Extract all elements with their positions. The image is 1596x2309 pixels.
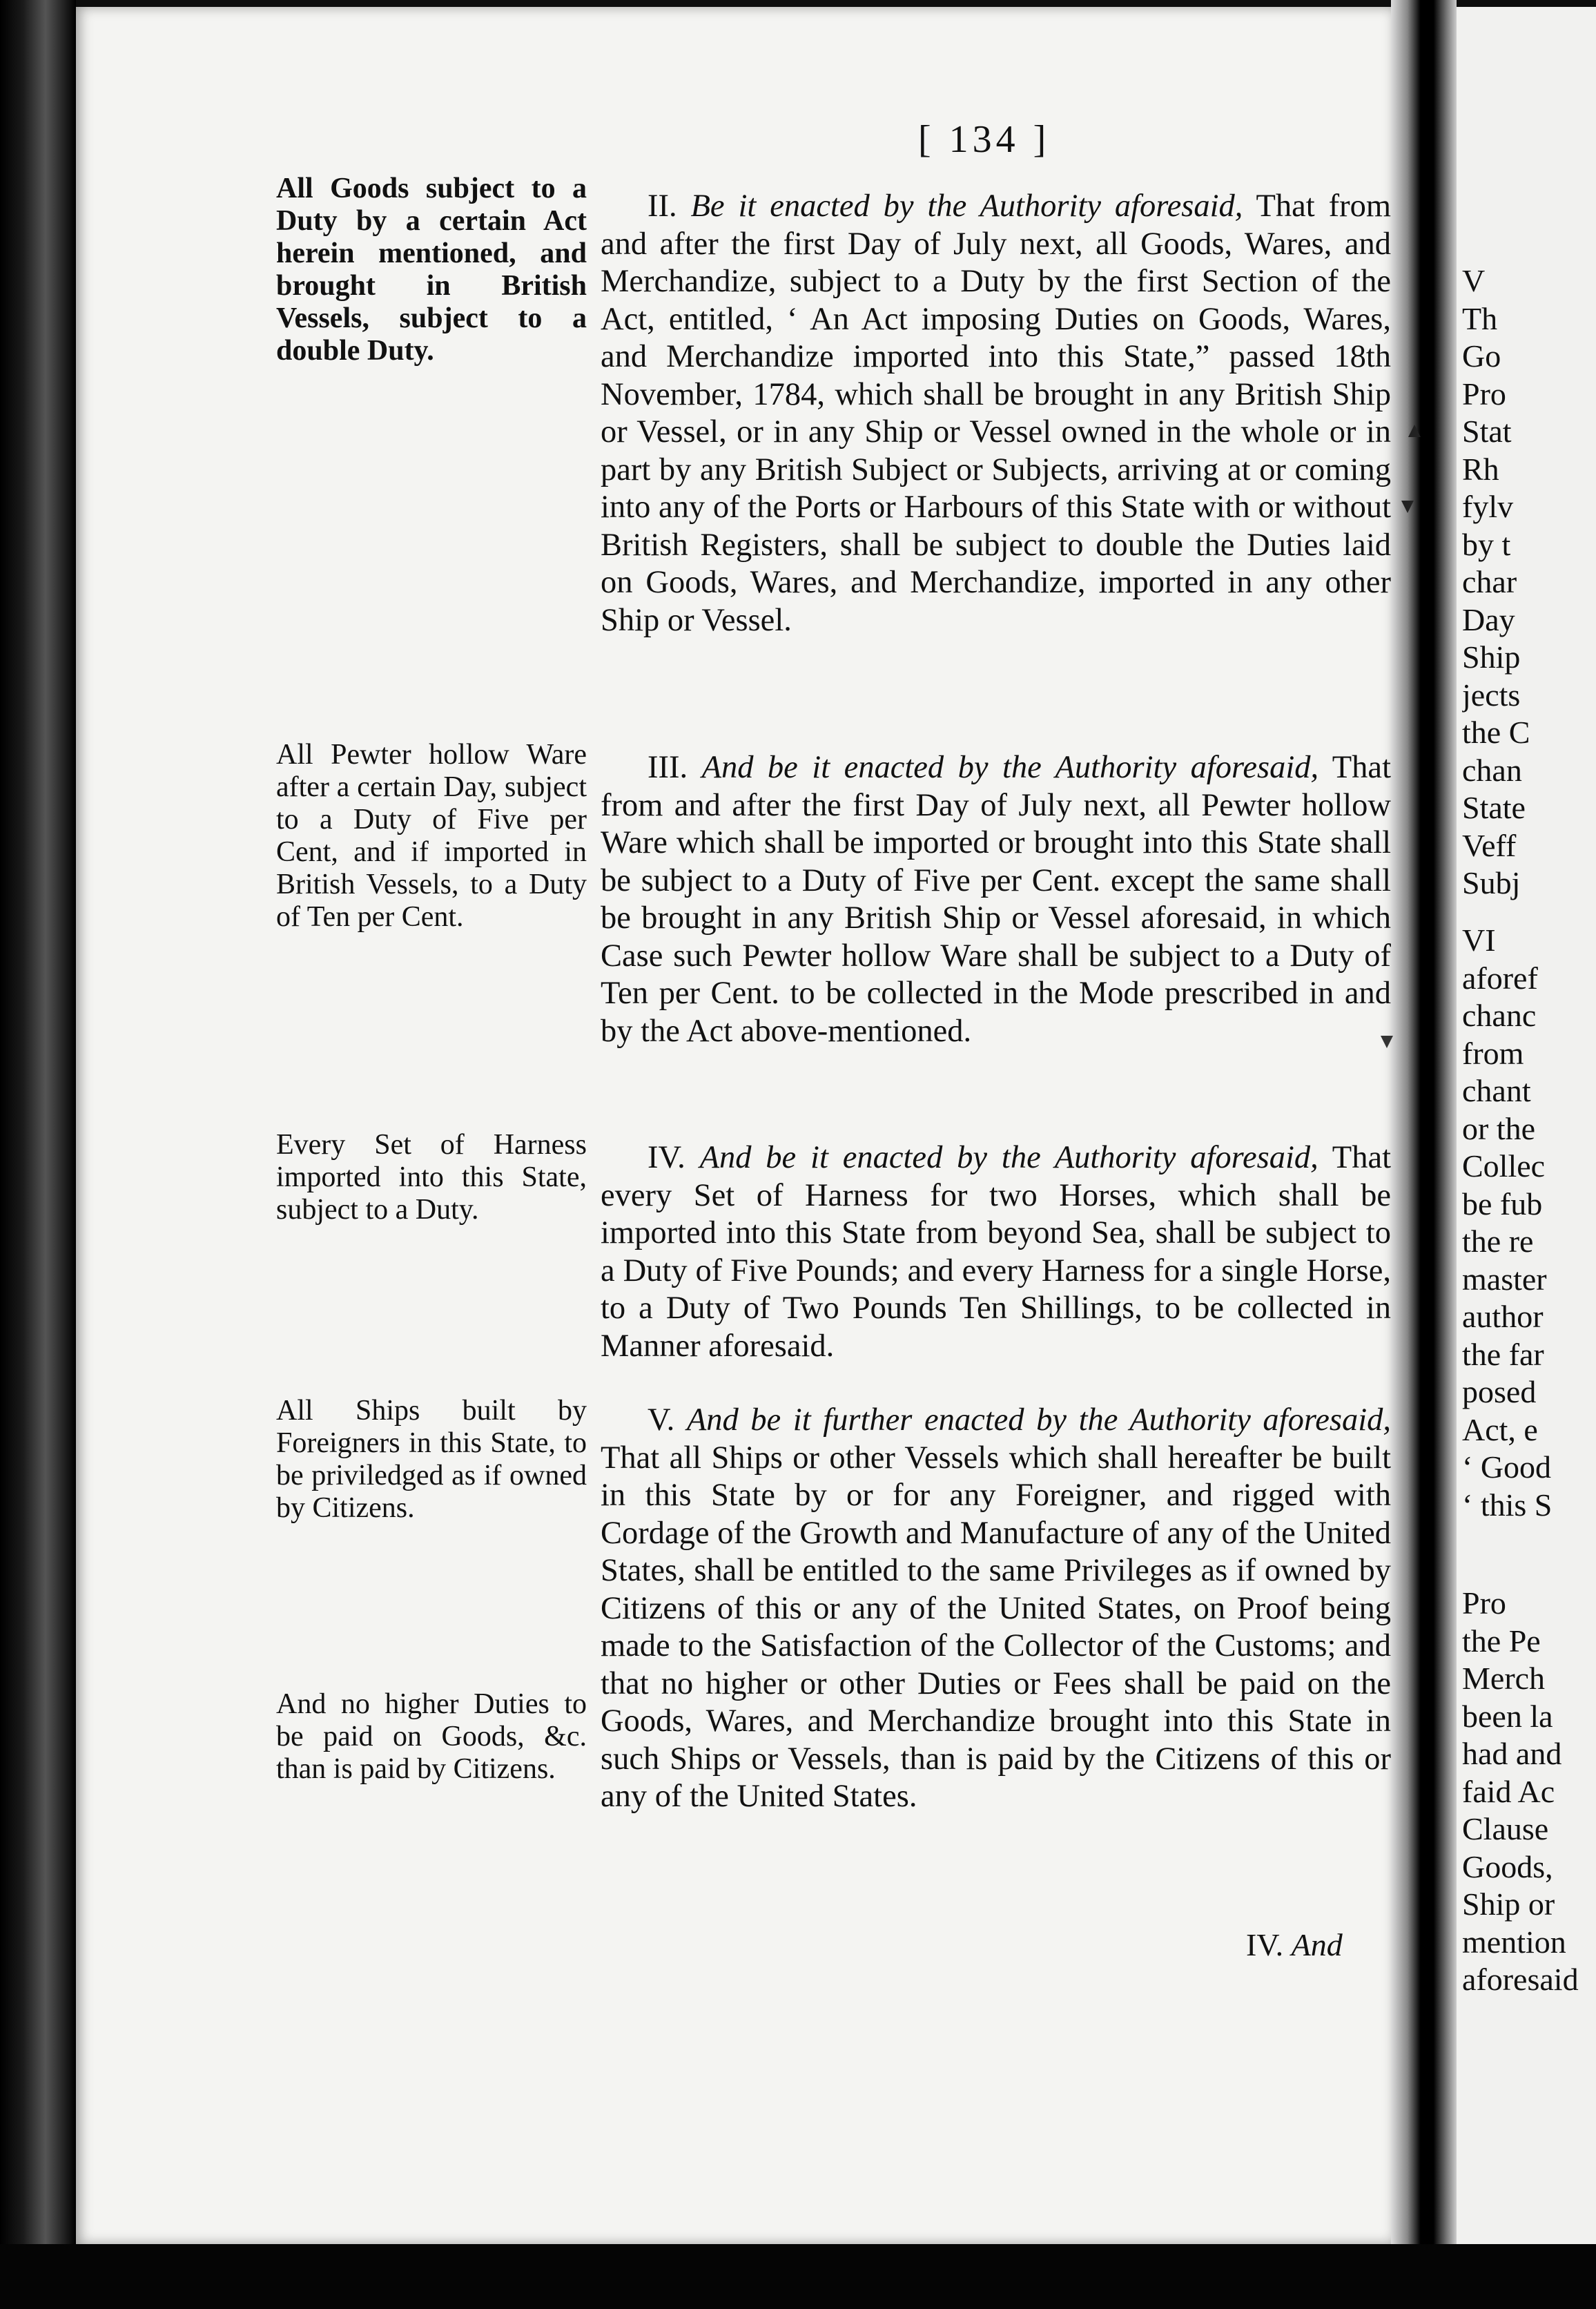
facing-line: be fub bbox=[1462, 1186, 1543, 1221]
facing-line: VI bbox=[1462, 922, 1496, 958]
print-mark bbox=[1381, 1036, 1393, 1048]
book-page bbox=[76, 7, 1391, 2244]
facing-line: mention bbox=[1462, 1924, 1566, 1960]
facing-line: Ship or bbox=[1462, 1886, 1555, 1922]
facing-line: Veff bbox=[1462, 827, 1517, 863]
section-number: III. bbox=[648, 750, 688, 785]
facing-line: Day bbox=[1462, 601, 1515, 637]
facing-line: aforef bbox=[1462, 960, 1538, 996]
facing-line: jects bbox=[1462, 677, 1521, 713]
section-opening: And be it further enacted by the Authority aforesaid, bbox=[686, 1402, 1391, 1438]
margin-note-foreign-ships: All Ships built by Foreigners in this State, to be priviledged as if owned by Citizens. bbox=[276, 1395, 587, 1524]
facing-line: Pro bbox=[1462, 1585, 1506, 1621]
facing-line: had and bbox=[1462, 1736, 1562, 1771]
facing-line: or the bbox=[1462, 1110, 1536, 1146]
facing-line: Collec bbox=[1462, 1148, 1546, 1184]
section-text: That from and after the first Day of July next, all Pewter hollow Ware which shall be imported or brought into this State shall be subject to a Duty of Five per Cent. except the same shall be brought in any British Ship or Vessel aforesaid, in which Case such Pewter hollow Ware shall be subject to a Duty of Ten per Cent. to be collected in the Mode prescribed in and by the Act above-mentioned. bbox=[601, 750, 1391, 1049]
facing-block-2 bbox=[1462, 922, 1552, 1524]
facing-line: faid Ac bbox=[1462, 1773, 1555, 1809]
facing-line: V bbox=[1462, 263, 1486, 298]
facing-block-3 bbox=[1462, 1585, 1579, 1999]
section-iv bbox=[601, 1139, 1391, 1365]
facing-line: the Pe bbox=[1462, 1623, 1541, 1659]
print-mark bbox=[1408, 425, 1421, 437]
facing-line: aforesaid bbox=[1462, 1962, 1579, 1997]
facing-line: Pro bbox=[1462, 376, 1506, 412]
margin-note-harness: Every Set of Harness imported into this State, subject to a Duty. bbox=[276, 1129, 587, 1226]
facing-line: Stat bbox=[1462, 414, 1512, 449]
facing-line: Act, e bbox=[1462, 1411, 1538, 1447]
section-opening: And be it enacted by the Authority aforesaid, bbox=[701, 750, 1319, 785]
margin-note-pewter-ware: All Pewter hollow Ware after a certain Day, subject to a Duty of Five per Cent, and if imported in British Vessels, to a Duty of Ten per Cent. bbox=[276, 739, 587, 933]
facing-line: State bbox=[1462, 790, 1526, 825]
book-gutter bbox=[1391, 0, 1457, 2309]
facing-line: posed bbox=[1462, 1374, 1537, 1409]
facing-line: Subj bbox=[1462, 865, 1521, 900]
margin-note-goods-double-duty: All Goods subject to a Duty by a certain Act herein mentioned, and brought in British Vessels, subject to a double Duty. bbox=[276, 173, 587, 367]
facing-line: Merch bbox=[1462, 1661, 1546, 1696]
section-iii bbox=[601, 749, 1391, 1050]
section-number: V. bbox=[648, 1402, 675, 1438]
facing-line: Ship bbox=[1462, 639, 1521, 675]
print-mark bbox=[1401, 501, 1414, 513]
facing-block-1 bbox=[1462, 262, 1530, 902]
page-number: [ 134 ] bbox=[918, 118, 1051, 161]
facing-line: the far bbox=[1462, 1336, 1544, 1372]
facing-line: the C bbox=[1462, 715, 1530, 750]
book-binding-left bbox=[0, 0, 76, 2309]
scan-bottom-edge bbox=[0, 2244, 1596, 2309]
catchword-word: And bbox=[1291, 1927, 1343, 1962]
section-opening: And be it enacted by the Authority aforesaid, bbox=[699, 1140, 1318, 1175]
section-number: IV. bbox=[648, 1140, 685, 1175]
section-v bbox=[601, 1402, 1391, 1816]
facing-line: chanc bbox=[1462, 998, 1537, 1033]
catchword-number: IV. bbox=[1246, 1927, 1284, 1962]
facing-line: Go bbox=[1462, 338, 1501, 374]
facing-line: the re bbox=[1462, 1224, 1534, 1259]
section-opening: Be it enacted by the Authority aforesaid, bbox=[690, 189, 1243, 224]
facing-line: from bbox=[1462, 1035, 1524, 1071]
facing-line: chan bbox=[1462, 752, 1522, 788]
facing-line: Clause bbox=[1462, 1811, 1549, 1846]
facing-line: been la bbox=[1462, 1698, 1553, 1734]
facing-line: chant bbox=[1462, 1073, 1531, 1108]
facing-line: Goods, bbox=[1462, 1848, 1553, 1884]
facing-line: by t bbox=[1462, 526, 1511, 562]
facing-line: char bbox=[1462, 564, 1517, 599]
section-number: II. bbox=[648, 189, 677, 224]
facing-page-fragment bbox=[1457, 7, 1596, 2244]
facing-line: master bbox=[1462, 1261, 1547, 1297]
facing-line: Rh bbox=[1462, 451, 1499, 487]
facing-line: ‘ this S bbox=[1462, 1487, 1553, 1523]
section-text: That every Set of Harness for two Horses, which shall be imported into this State from beyond Sea, shall be subject to a Duty of Five Pounds; and every Harness for a single Horse, to a Duty of Two Pounds Ten Shillings, to be collected in Manner aforesaid. bbox=[601, 1140, 1392, 1364]
facing-line: Th bbox=[1462, 300, 1498, 336]
facing-line: ‘ Good bbox=[1462, 1449, 1552, 1485]
section-ii bbox=[601, 188, 1391, 639]
facing-line: fylv bbox=[1462, 489, 1514, 524]
margin-note-no-higher-duties: And no higher Duties to be paid on Goods, &c. than is paid by Citizens. bbox=[276, 1688, 587, 1785]
section-text: That from and after the first Day of July next, all Goods, Wares, and Merchandize, subject to a Duty by the first Section of the Act, entitled, ‘ An Act imposing Duties on Goods, Wares, and Merchandize imported into this State,” passed 18th November, 1784, which shall be brought in any British Ship or Vessel, or in any Ship or Vessel owned in the whole or in part by any British Subject or Subjects, arriving at or coming into any of the Ports or Harbours of this State with or without British Registers, shall be subject to double the Duties laid on Goods, Wares, and Merchandize, imported in any other Ship or Vessel. bbox=[601, 189, 1391, 638]
facing-line: author bbox=[1462, 1299, 1544, 1334]
section-text: That all Ships or other Vessels which shall hereafter be built in this State by or for any Foreigner, and rigged with Cordage of the Growth and Manufacture of any of the United States, shall be entitled to the same Privileges as if owned by Citizens of this or any of the United States, on Proof being made to the Satisfaction of the Collector of the Customs; and that no higher or other Duties or Fees shall be paid on the Goods, Wares, and Merchandize brought into this State in such Ships or Vessels, than is paid by the Citizens of this or any of the United States. bbox=[601, 1440, 1391, 1814]
catchword bbox=[1246, 1926, 1343, 1963]
